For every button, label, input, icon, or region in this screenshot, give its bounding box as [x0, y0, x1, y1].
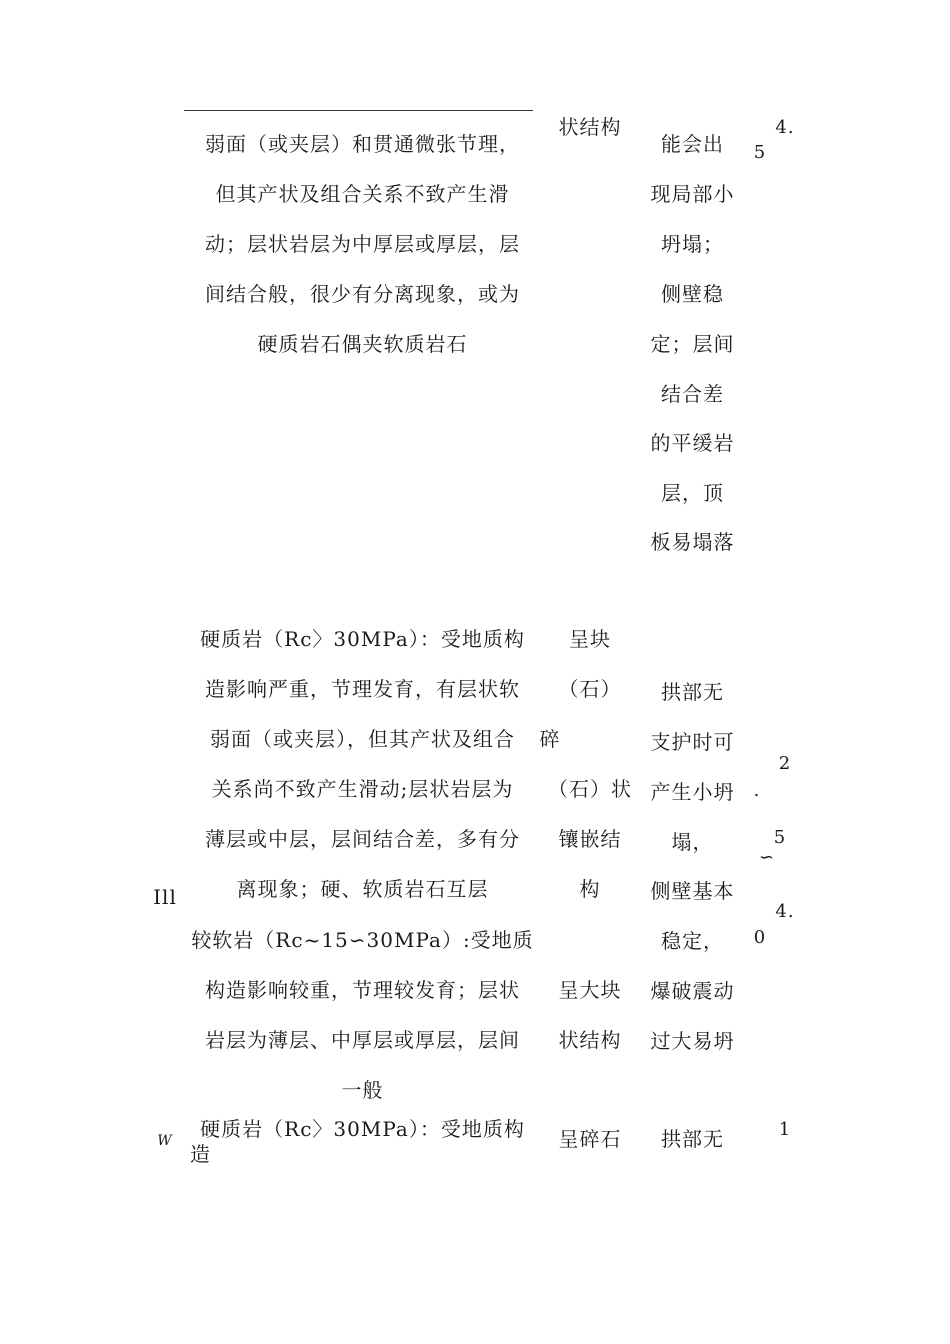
description-line: 造影响严重，节理发育，有层状软	[205, 677, 520, 701]
description-line: 构造影响较重，节理较发育；层状	[205, 978, 520, 1002]
value-line: .	[753, 780, 761, 801]
description-line: 硬质岩（Rc〉30MPa）：受地质构	[200, 1117, 525, 1141]
description-line: 硬质岩石偶夹软质岩石	[257, 332, 468, 356]
stability-line: 侧壁稳	[661, 282, 724, 306]
stability-line: 的平缓岩	[650, 431, 735, 455]
description-line: 硬质岩（Rc〉30MPa）：受地质构	[200, 627, 525, 651]
stability-line: 过大易坍	[650, 1029, 735, 1053]
structure-line: 碎	[539, 727, 561, 751]
stability-line: 塌，	[671, 830, 714, 854]
description-line: 间结合般，很少有分离现象，或为	[205, 282, 520, 306]
structure-line: 构	[579, 877, 601, 901]
stability-line: 结合差	[661, 382, 724, 406]
value-line: 2	[778, 753, 792, 774]
description-line: 离现象；硬、软质岩石互层	[236, 877, 489, 901]
description-line: 但其产状及组合关系不致产生滑	[215, 182, 510, 206]
value-line: 5	[753, 142, 767, 163]
stability-line: 层，顶	[661, 481, 724, 505]
stability-line: 爆破震动	[650, 979, 735, 1003]
description-line: 造	[190, 1142, 211, 1166]
value-line: ∽	[758, 847, 776, 868]
structure-line: （石）	[558, 677, 622, 701]
structure-line: 呈块	[569, 627, 611, 651]
stability-line: 拱部无	[661, 680, 724, 704]
value-line: 4.	[775, 901, 795, 922]
stability-line: 侧壁基本	[650, 879, 735, 903]
value-line: 5	[773, 827, 787, 848]
structure-line: 呈大块	[558, 978, 622, 1002]
stability-line: 产生小坍	[650, 780, 735, 804]
description-line: 关系尚不致产生滑动;层状岩层为	[211, 777, 514, 801]
stability-line: 现局部小	[650, 182, 735, 206]
structure-line: （石）状	[548, 777, 632, 801]
stability-line: 坍塌；	[661, 232, 724, 256]
stability-line: 稳定，	[661, 929, 724, 953]
description-line: 岩层为薄层、中厚层或厚层，层间	[205, 1028, 520, 1052]
description-line: 弱面（或夹层）和贯通微张节理，	[205, 132, 520, 156]
value-line: 0	[753, 927, 767, 948]
description-line: 一般	[341, 1078, 384, 1102]
structure-line: 镶嵌结	[558, 827, 622, 851]
stability-line: 支护时可	[650, 730, 735, 754]
grade-label: Ill	[153, 885, 177, 909]
stability-line: 板易塌落	[650, 530, 735, 554]
value-line: 1	[778, 1119, 792, 1140]
structure-line: 状结构	[558, 115, 622, 139]
grade-label: W	[157, 1133, 173, 1149]
stability-line: 能会出	[661, 132, 724, 156]
stability-line: 拱部无	[661, 1127, 724, 1151]
description-line: 薄层或中层，层间结合差，多有分	[205, 827, 520, 851]
structure-line: 状结构	[558, 1028, 622, 1052]
value-line: 4.	[775, 117, 795, 138]
stability-line: 定；层间	[650, 332, 735, 356]
description-line: 弱面（或夹层），但其产状及组合	[210, 727, 515, 751]
structure-line: 呈碎石	[558, 1127, 622, 1151]
description-line: 动；层状岩层为中厚层或厚层，层	[205, 232, 520, 256]
description-line: 较软岩（Rc~15∽30MPa）:受地质	[191, 928, 534, 952]
